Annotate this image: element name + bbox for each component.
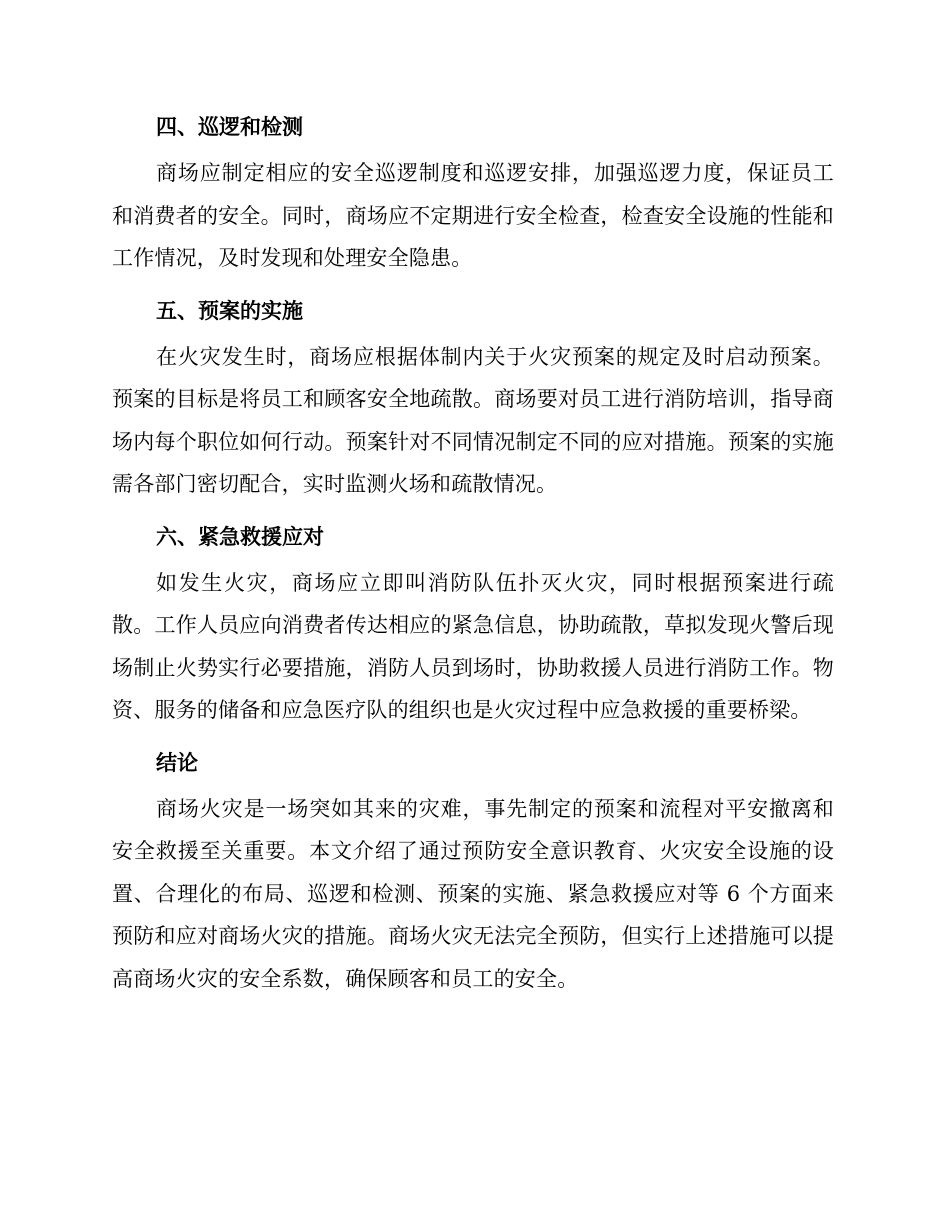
section-paragraph-emergency-response: 如发生火灾，商场应立即叫消防队伍扑灭火灾，同时根据预案进行疏散。工作人员应向消费者传达相应的紧急信息，协助疏散，草拟发现火警后现场制止火势实行必要措施，消防人员到场时，协助救援人员进行消防工作。物资、服务的储备和应急医疗队的组织也是火灾过程中应急救援的重要桥梁。 (112, 570, 834, 722)
section-heading-emergency-response: 六、紧急救援应对 (156, 524, 324, 549)
section-paragraph-conclusion: 商场火灾是一场突如其来的灾难，事先制定的预案和流程对平安撤离和安全救援至关重要。本文介绍了通过预防安全意识教育、火灾安全设施的设置、合理化的布局、巡逻和检测、预案的实施、紧急救援应对等 6 个方面来预防和应对商场火灾的措施。商场火灾无法完全预防，但实行上述措施可以提高商场火灾的安全系数，确保顾客和员工的安全。 (112, 796, 834, 991)
section-heading-patrol-inspection: 四、巡逻和检测 (156, 115, 303, 139)
section-paragraph-plan-implementation: 在火灾发生时，商场应根据体制内关于火灾预案的规定及时启动预案。预案的目标是将员工和顾客安全地疏散。商场要对员工进行消防培训，指导商场内每个职位如何行动。预案针对不同情况制定不同的应对措施。预案的实施需各部门密切配合，实时监测火场和疏散情况。 (112, 344, 834, 496)
section-heading-plan-implementation: 五、预案的实施 (156, 298, 303, 323)
section-heading-conclusion: 结论 (156, 750, 198, 775)
document-body (112, 104, 834, 1008)
section-paragraph-patrol-inspection: 商场应制定相应的安全巡逻制度和巡逻安排，加强巡逻力度，保证员工和消费者的安全。同时，商场应不定期进行安全检查，检查安全设施的性能和工作情况，及时发现和处理安全隐患。 (112, 161, 834, 270)
